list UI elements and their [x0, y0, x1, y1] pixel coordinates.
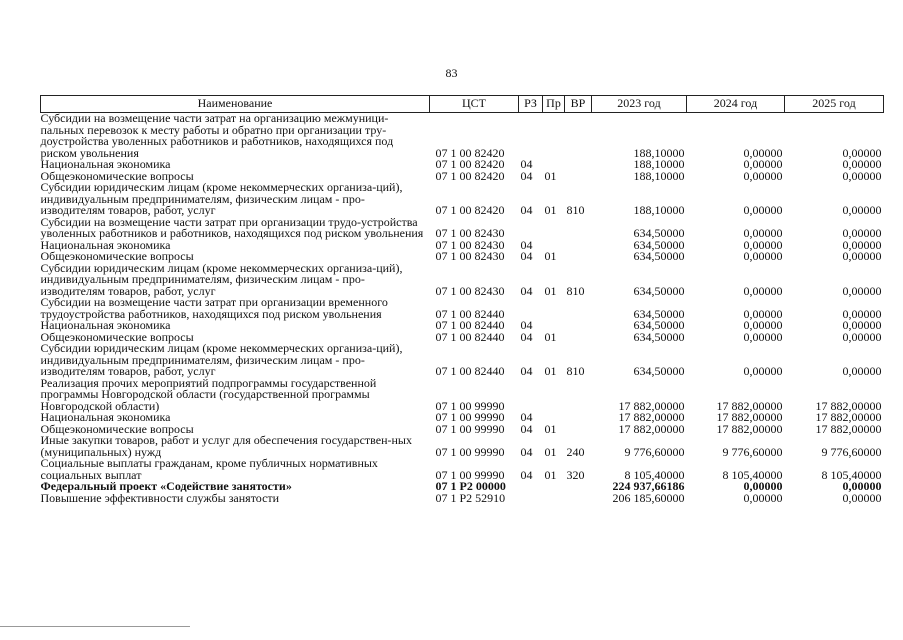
row-cst: 07 1 00 82420	[435, 168, 505, 183]
row-cst: 07 1 00 99990	[435, 398, 505, 413]
table-row	[41, 297, 884, 320]
row-cst: 07 1 00 82430	[435, 237, 505, 252]
row-vr: 810	[566, 283, 585, 298]
row-2024: 17 882,00000	[716, 421, 783, 436]
header-pr: Пр	[543, 96, 565, 113]
row-name: Национальная экономика	[40, 410, 171, 424]
row-2024: 0,00000	[743, 249, 783, 263]
row-name: Субсидии юридическим лицам (кроме некоммерческих организа-ций), индивидуальным предпринимателям, физическим лицам - про-изводителям товаров, работ, услуг	[40, 341, 403, 378]
row-rz: 04	[520, 157, 533, 171]
row-pr	[543, 297, 565, 320]
page-number: 83	[445, 66, 458, 80]
header-2025: 2025 год	[785, 96, 884, 113]
row-2023: 634,50000	[633, 249, 685, 263]
row-pr: 01	[544, 364, 557, 378]
row-name: Национальная экономика	[40, 157, 171, 171]
row-pr: 01	[544, 203, 557, 217]
table-row	[41, 113, 884, 160]
row-2024: 0,00000	[743, 157, 783, 171]
row-rz: 04	[520, 168, 533, 183]
row-name: Субсидии на возмещение части затрат на организацию межмуници-пальных перевозок к месту работы и обратно при организации тру-доустройства уволенных работников и работников, находящихся под риском увольнения	[40, 111, 394, 160]
row-vr: 240	[566, 444, 585, 459]
row-cst: 07 1 00 82440	[435, 318, 505, 332]
row-2025: 0,00000	[842, 490, 882, 505]
row-name: Федеральный проект «Содействие занятости»	[40, 479, 292, 493]
row-2024: 0,00000	[743, 479, 783, 493]
row-2023: 17 882,00000	[618, 398, 685, 413]
row-rz: 04	[520, 444, 533, 459]
row-2024: 0,00000	[743, 203, 783, 217]
row-2024: 0,00000	[743, 318, 783, 332]
row-cst: 07 1 00 82420	[435, 157, 505, 171]
row-2024: 0,00000	[743, 283, 783, 298]
row-name: Субсидии на возмещение части затрат при организации временного трудоустройства работников, находящихся под риском увольнения	[40, 295, 388, 321]
row-name: Социальные выплаты гражданам, кроме публичных нормативных социальных выплат	[40, 456, 378, 482]
row-name: Реализация прочих мероприятий подпрограммы государственной программы Новгородской области (государственной программы Новгородской области)	[40, 375, 377, 413]
row-2023: 224 937,66186	[612, 479, 685, 493]
row-2024: 0,00000	[743, 306, 783, 321]
row-rz: 04	[520, 283, 533, 298]
row-vr	[565, 251, 592, 263]
row-2025: 0,00000	[842, 306, 882, 321]
header-rz: РЗ	[519, 96, 543, 113]
table-row	[41, 217, 884, 240]
row-2023: 188,10000	[633, 145, 685, 160]
row-vr: 320	[566, 467, 585, 482]
row-pr: 01	[544, 283, 557, 298]
row-2024: 0,00000	[743, 145, 783, 160]
row-2025: 0,00000	[842, 318, 882, 332]
row-name: Субсидии юридическим лицам (кроме некоммерческих организа-ций), индивидуальным предпринимателям, физическим лицам - про-изводителям товаров, работ, услуг	[40, 260, 403, 298]
table-row	[41, 435, 884, 458]
row-2024: 0,00000	[743, 490, 783, 505]
row-pr: 01	[544, 329, 557, 344]
row-2025: 0,00000	[842, 283, 882, 298]
row-vr	[565, 159, 592, 171]
row-2025: 0,00000	[842, 479, 882, 493]
row-cst: 07 1 00 82430	[435, 283, 505, 298]
table-header-row	[41, 96, 884, 113]
row-vr	[565, 240, 592, 252]
table-row	[41, 458, 884, 481]
header-name: Наименование	[41, 96, 430, 113]
row-2024: 0,00000	[743, 329, 783, 344]
header-cst: ЦСТ	[430, 96, 519, 113]
row-name: Субсидии на возмещение части затрат при организации трудо-устройства уволенных работников и работников, находящихся под риском увольнения	[40, 214, 424, 240]
row-vr	[565, 171, 592, 183]
header-vr: ВР	[565, 96, 592, 113]
row-2023: 634,50000	[633, 237, 685, 252]
row-vr	[565, 378, 592, 413]
table-row	[41, 378, 884, 413]
row-2025: 17 882,00000	[815, 410, 882, 424]
row-name: Иные закупки товаров, работ и услуг для обеспечения государствен-ных (муниципальных) нужд	[40, 433, 412, 459]
row-vr	[565, 332, 592, 344]
row-rz: 04	[520, 249, 533, 263]
row-cst: 07 1 00 82430	[435, 249, 505, 263]
row-vr	[565, 113, 592, 160]
row-name: Национальная экономика	[40, 237, 171, 252]
row-name: Общеэкономические вопросы	[40, 329, 194, 344]
row-rz: 04	[520, 237, 533, 252]
row-pr	[543, 217, 565, 240]
row-pr: 01	[544, 467, 557, 482]
row-cst: 07 1 P2 52910	[435, 490, 506, 505]
row-rz	[519, 481, 543, 493]
row-name: Общеэкономические вопросы	[40, 249, 194, 263]
row-rz	[519, 113, 543, 160]
row-2025: 17 882,00000	[815, 421, 882, 436]
row-pr	[543, 493, 565, 505]
row-2024: 17 882,00000	[716, 398, 783, 413]
row-vr	[565, 412, 592, 424]
row-cst: 07 1 00 82430	[435, 226, 505, 240]
row-name: Субсидии юридическим лицам (кроме некоммерческих организа-ций), индивидуальным предпринимателям, физическим лицам - про-изводителям товаров, работ, услуг	[40, 180, 403, 217]
row-vr	[565, 320, 592, 332]
row-cst: 07 1 P2 00000	[435, 479, 506, 493]
row-2023: 634,50000	[633, 226, 685, 240]
row-pr: 01	[544, 421, 557, 436]
row-2025: 0,00000	[842, 237, 882, 252]
row-vr	[565, 297, 592, 320]
row-2025: 0,00000	[842, 226, 882, 240]
row-rz: 04	[520, 410, 533, 424]
row-2025: 17 882,00000	[815, 398, 882, 413]
row-rz: 04	[520, 421, 533, 436]
row-cst: 07 1 00 82440	[435, 306, 505, 321]
row-cst: 07 1 00 99990	[435, 410, 505, 424]
row-2025: 0,00000	[842, 249, 882, 263]
row-rz	[519, 297, 543, 320]
row-2023: 17 882,00000	[618, 421, 685, 436]
table-row	[41, 263, 884, 298]
row-pr	[543, 481, 565, 493]
row-2023: 9 776,60000	[624, 444, 685, 459]
row-2025: 0,00000	[842, 168, 882, 183]
row-2025: 0,00000	[842, 203, 882, 217]
row-vr	[565, 217, 592, 240]
row-rz: 04	[520, 203, 533, 217]
row-vr: 810	[566, 203, 585, 217]
table-row	[41, 343, 884, 378]
row-vr: 810	[566, 364, 585, 378]
table-row	[41, 182, 884, 217]
footer-rule	[0, 626, 190, 627]
row-pr	[543, 378, 565, 413]
row-2024: 8 105,40000	[722, 467, 783, 482]
row-2024: 9 776,60000	[722, 444, 783, 459]
row-rz: 04	[520, 318, 533, 332]
row-name: Общеэкономические вопросы	[40, 421, 194, 436]
row-2023: 634,50000	[633, 329, 685, 344]
header-2024: 2024 год	[687, 96, 785, 113]
row-rz	[519, 217, 543, 240]
row-rz: 04	[520, 467, 533, 482]
row-2024: 0,00000	[743, 168, 783, 183]
table-row	[41, 493, 884, 505]
row-2023: 206 185,60000	[612, 490, 685, 505]
row-2024: 0,00000	[743, 364, 783, 378]
row-2023: 188,10000	[633, 168, 685, 183]
row-2025: 0,00000	[842, 364, 882, 378]
row-rz: 04	[520, 364, 533, 378]
row-2023: 17 882,00000	[618, 410, 685, 424]
row-2024: 0,00000	[743, 226, 783, 240]
row-cst: 07 1 00 99990	[435, 467, 505, 482]
row-cst: 07 1 00 82440	[435, 364, 505, 378]
row-2023: 634,50000	[633, 364, 685, 378]
row-vr	[565, 424, 592, 436]
row-2023: 8 105,40000	[624, 467, 685, 482]
row-cst: 07 1 00 82420	[435, 203, 505, 217]
row-rz	[519, 493, 543, 505]
row-2023: 188,10000	[633, 157, 685, 171]
row-2025: 8 105,40000	[821, 467, 882, 482]
row-2023: 188,10000	[633, 203, 685, 217]
row-name: Национальная экономика	[40, 318, 171, 332]
row-vr	[565, 481, 592, 493]
row-2025: 0,00000	[842, 145, 882, 160]
row-2025: 9 776,60000	[821, 444, 882, 459]
row-pr	[543, 113, 565, 160]
row-2023: 634,50000	[633, 318, 685, 332]
row-vr	[565, 493, 592, 505]
row-2024: 17 882,00000	[716, 410, 783, 424]
row-2025: 0,00000	[842, 329, 882, 344]
row-2023: 634,50000	[633, 306, 685, 321]
row-rz: 04	[520, 329, 533, 344]
row-2025: 0,00000	[842, 157, 882, 171]
budget-table	[40, 95, 884, 504]
row-2023: 634,50000	[633, 283, 685, 298]
row-rz	[519, 378, 543, 413]
row-pr: 01	[544, 249, 557, 263]
row-pr: 01	[544, 168, 557, 183]
row-cst: 07 1 00 82440	[435, 329, 505, 344]
header-2023: 2023 год	[592, 96, 687, 113]
row-cst: 07 1 00 82420	[435, 145, 505, 160]
row-name: Повышение эффективности службы занятости	[40, 490, 280, 505]
row-2024: 0,00000	[743, 237, 783, 252]
row-pr: 01	[544, 444, 557, 459]
row-cst: 07 1 00 99990	[435, 444, 505, 459]
row-name: Общеэкономические вопросы	[40, 168, 194, 183]
row-cst: 07 1 00 99990	[435, 421, 505, 436]
